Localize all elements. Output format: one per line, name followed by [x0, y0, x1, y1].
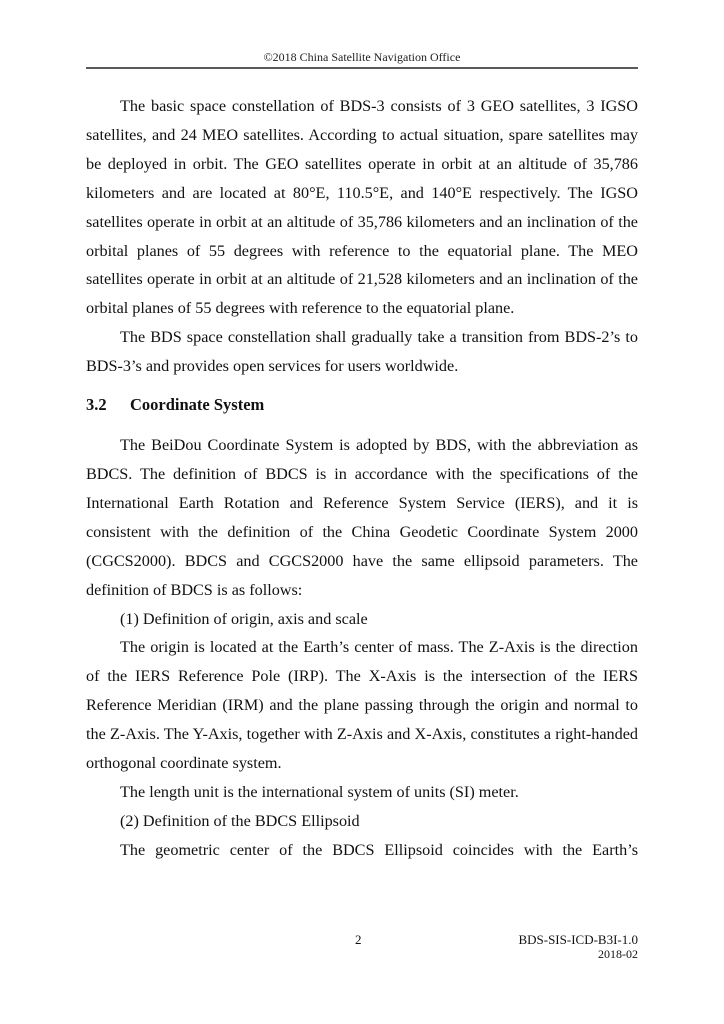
document-body	[86, 92, 638, 865]
paragraph-constellation: The basic space constellation of BDS-3 consists of 3 GEO satellites, 3 IGSO satellites, and 24 MEO satellites. According to actual situation, spare satellites may be deployed in orbit. The GEO satellites operate in orbit at an altitude of 35,786 kilometers and are located at 80°E, 110.5°E, and 140°E respectively. The IGSO satellites operate in orbit at an altitude of 35,786 kilometers and an inclination of the orbital planes of 55 degrees with reference to the equatorial plane. The MEO satellites operate in orbit at an altitude of 21,528 kilometers and an inclination of the orbital planes of 55 degrees with reference to the equatorial plane.	[86, 97, 638, 318]
paragraph-definition-2-heading: (2) Definition of the BDCS Ellipsoid	[120, 811, 360, 830]
paragraph-length-unit: The length unit is the international system of units (SI) meter.	[120, 782, 519, 801]
section-heading	[86, 391, 638, 419]
section-title: Coordinate System	[130, 395, 265, 415]
section-number: 3.2	[86, 395, 107, 415]
header-divider	[86, 67, 638, 69]
paragraph-origin-axes: The origin is located at the Earth’s center of mass. The Z-Axis is the direction of the IERS Reference Pole (IRP). The X-Axis is the intersection of the IERS Reference Meridian (IRM) and the plane passing through the origin and normal to the Z-Axis. The Y-Axis, together with Z-Axis and X-Axis, constitutes a right-handed orthogonal coordinate system.	[86, 638, 638, 773]
paragraph-bdcs-intro: The BeiDou Coordinate System is adopted by BDS, with the abbreviation as BDCS. The definition of BDCS is in accordance with the specifications of the International Earth Rotation and Reference System Service (IERS), and it is consistent with the definition of the China Geodetic Coordinate System 2000 (CGCS2000). BDCS and CGCS2000 have the same ellipsoid parameters. The definition of BDCS is as follows:	[86, 436, 638, 599]
page-header: ©2018 China Satellite Navigation Office	[263, 50, 461, 64]
document-date: 2018-02	[598, 947, 638, 961]
paragraph-ellipsoid-center: The geometric center of the BDCS Ellipsoid coincides with the Earth’s	[120, 840, 638, 859]
paragraph-transition: The BDS space constellation shall gradually take a transition from BDS-2’s to BDS-3’s and provides open services for users worldwide.	[86, 328, 638, 376]
footer-document-info	[518, 932, 638, 962]
page-number: 2	[355, 932, 362, 947]
document-id: BDS-SIS-ICD-B3I-1.0	[518, 932, 638, 947]
paragraph-definition-1-heading: (1) Definition of origin, axis and scale	[120, 609, 368, 628]
